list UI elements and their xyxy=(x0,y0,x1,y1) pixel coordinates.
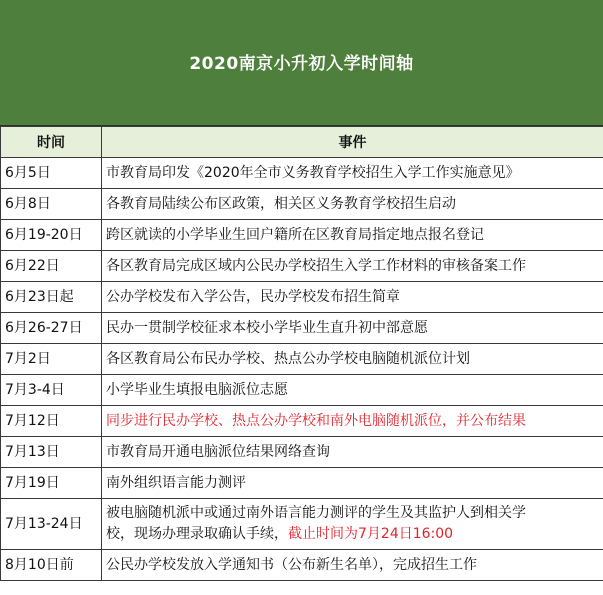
row-event-multiline xyxy=(102,499,603,550)
table-row xyxy=(1,468,603,499)
row-time: 6月26-27日 xyxy=(1,313,102,344)
row-time: 7月19日 xyxy=(1,468,102,499)
table-row xyxy=(1,550,603,581)
row-event-line-1: 被电脑随机派中或通过南外语言能力测评的学生及其监护人到相关学 xyxy=(106,505,526,521)
table-row xyxy=(1,189,603,220)
table-header-row xyxy=(1,127,603,158)
row-time: 7月12日 xyxy=(1,406,102,437)
row-event: 南外组织语言能力测评 xyxy=(102,468,603,499)
table-row xyxy=(1,437,603,468)
row-event: 公民办学校发放入学通知书（公布新生名单），完成招生工作 xyxy=(102,550,603,581)
table-row xyxy=(1,282,603,313)
title-bar xyxy=(0,0,603,126)
row-event: 公办学校发布入学公告，民办学校发布招生简章 xyxy=(102,282,603,313)
column-header-event: 事件 xyxy=(102,127,603,158)
column-header-time: 时间 xyxy=(1,127,102,158)
row-time: 6月23日起 xyxy=(1,282,102,313)
row-time: 7月13-24日 xyxy=(1,499,102,550)
row-event-highlight: 同步进行民办学校、热点公办学校和南外电脑随机派位，并公布结果 xyxy=(102,406,603,437)
row-event: 各教育局陆续公布区政策，相关区义务教育学校招生启动 xyxy=(102,189,603,220)
table-row xyxy=(1,158,603,189)
deadline-note: 截止时间为7月24日16:00 xyxy=(288,526,454,542)
row-event: 各区教育局公布民办学校、热点公办学校电脑随机派位计划 xyxy=(102,344,603,375)
table-row xyxy=(1,313,603,344)
row-event: 小学毕业生填报电脑派位志愿 xyxy=(102,375,603,406)
row-event: 民办一贯制学校征求本校小学毕业生直升初中部意愿 xyxy=(102,313,603,344)
timeline-table xyxy=(0,126,603,581)
row-event-line-2-text: 校，现场办理录取确认手续， xyxy=(106,526,288,542)
row-time: 7月13日 xyxy=(1,437,102,468)
table-row xyxy=(1,344,603,375)
row-event-line-2 xyxy=(106,526,453,542)
page-title: 2020南京小升初入学时间轴 xyxy=(189,54,414,74)
row-event: 市教育局印发《2020年全市义务教育学校招生入学工作实施意见》 xyxy=(102,158,603,189)
table-row xyxy=(1,375,603,406)
row-time: 6月8日 xyxy=(1,189,102,220)
row-time: 6月19-20日 xyxy=(1,220,102,251)
table-row xyxy=(1,220,603,251)
table-row xyxy=(1,251,603,282)
table-row-highlight xyxy=(1,406,603,437)
row-time: 6月22日 xyxy=(1,251,102,282)
row-time: 6月5日 xyxy=(1,158,102,189)
row-time: 8月10日前 xyxy=(1,550,102,581)
row-time: 7月3-4日 xyxy=(1,375,102,406)
row-event: 市教育局开通电脑派位结果网络查询 xyxy=(102,437,603,468)
row-time: 7月2日 xyxy=(1,344,102,375)
row-event: 跨区就读的小学毕业生回户籍所在区教育局指定地点报名登记 xyxy=(102,220,603,251)
table-row xyxy=(1,499,603,550)
row-event: 各区教育局完成区域内公民办学校招生入学工作材料的审核备案工作 xyxy=(102,251,603,282)
